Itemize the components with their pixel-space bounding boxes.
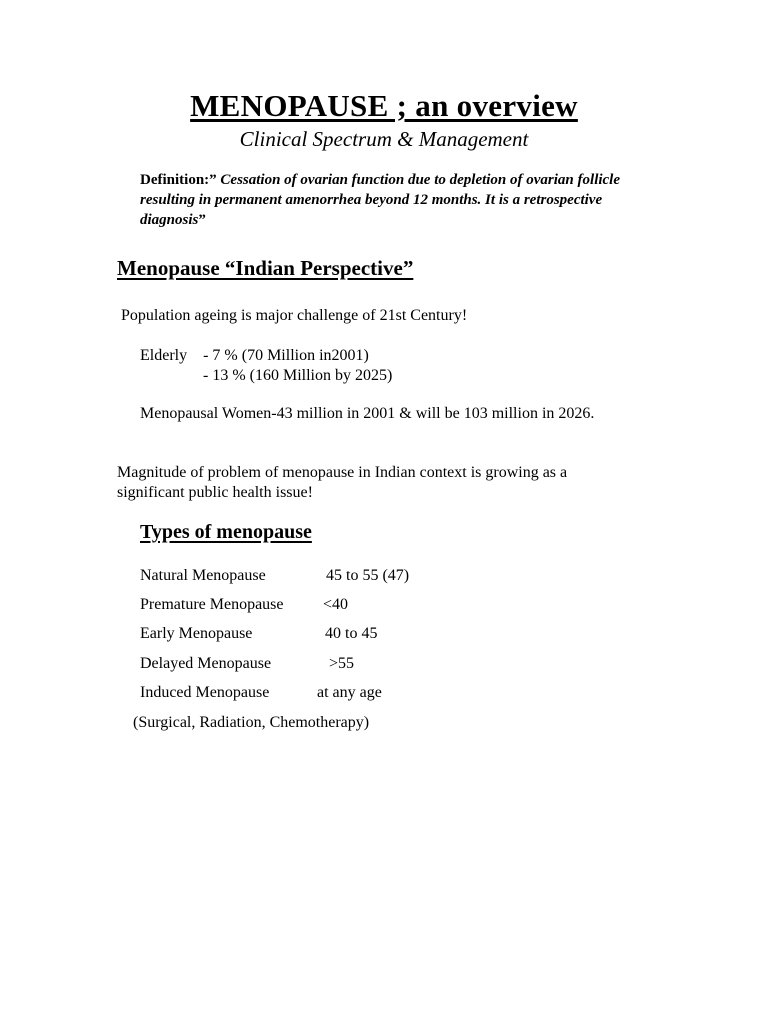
definition-close-quote: ” <box>198 212 206 228</box>
section-heading-indian-perspective: Menopause “Indian Perspective” <box>117 256 414 280</box>
type-name: Natural Menopause <box>140 567 266 584</box>
type-name: Delayed Menopause <box>140 654 272 672</box>
type-age-range: <40 <box>323 596 349 614</box>
induced-causes-note: (Surgical, Radiation, Chemotherapy) <box>133 714 370 731</box>
type-name: Induced Menopause <box>140 683 270 701</box>
type-name: Premature Menopause <box>140 596 284 614</box>
type-name: Early Menopause <box>140 625 253 643</box>
type-age-range: 45 to 55 (47) <box>326 567 410 584</box>
page-subtitle: Clinical Spectrum & Management <box>239 127 529 151</box>
section-heading-types: Types of menopause <box>140 521 312 543</box>
elderly-stat-2025: - 13 % (160 Million by 2025) <box>203 367 393 384</box>
type-age-range: >55 <box>329 654 355 672</box>
magnitude-statement: Magnitude of problem of menopause in Indian context is growing as a significant public health issue! <box>117 464 568 501</box>
definition-paragraph <box>140 170 620 230</box>
population-statement: Population ageing is major challenge of 21st Century! <box>121 307 468 324</box>
definition-text: Cessation of ovarian function due to depletion of ovarian follicle resulting in permanent amenorrhea beyond 12 months. It is a retrospective diagnosis <box>140 172 621 228</box>
type-age-range: at any age <box>317 683 382 701</box>
page-title: MENOPAUSE ; an overview <box>190 88 578 123</box>
definition-label: Definition:” <box>140 172 217 188</box>
type-age-range: 40 to 45 <box>325 625 378 643</box>
elderly-stat-2001: Elderly - 7 % (70 Million in2001) <box>140 347 369 364</box>
menopausal-women-stat: Menopausal Women-43 million in 2001 & will be 103 million in 2026. <box>140 405 595 422</box>
